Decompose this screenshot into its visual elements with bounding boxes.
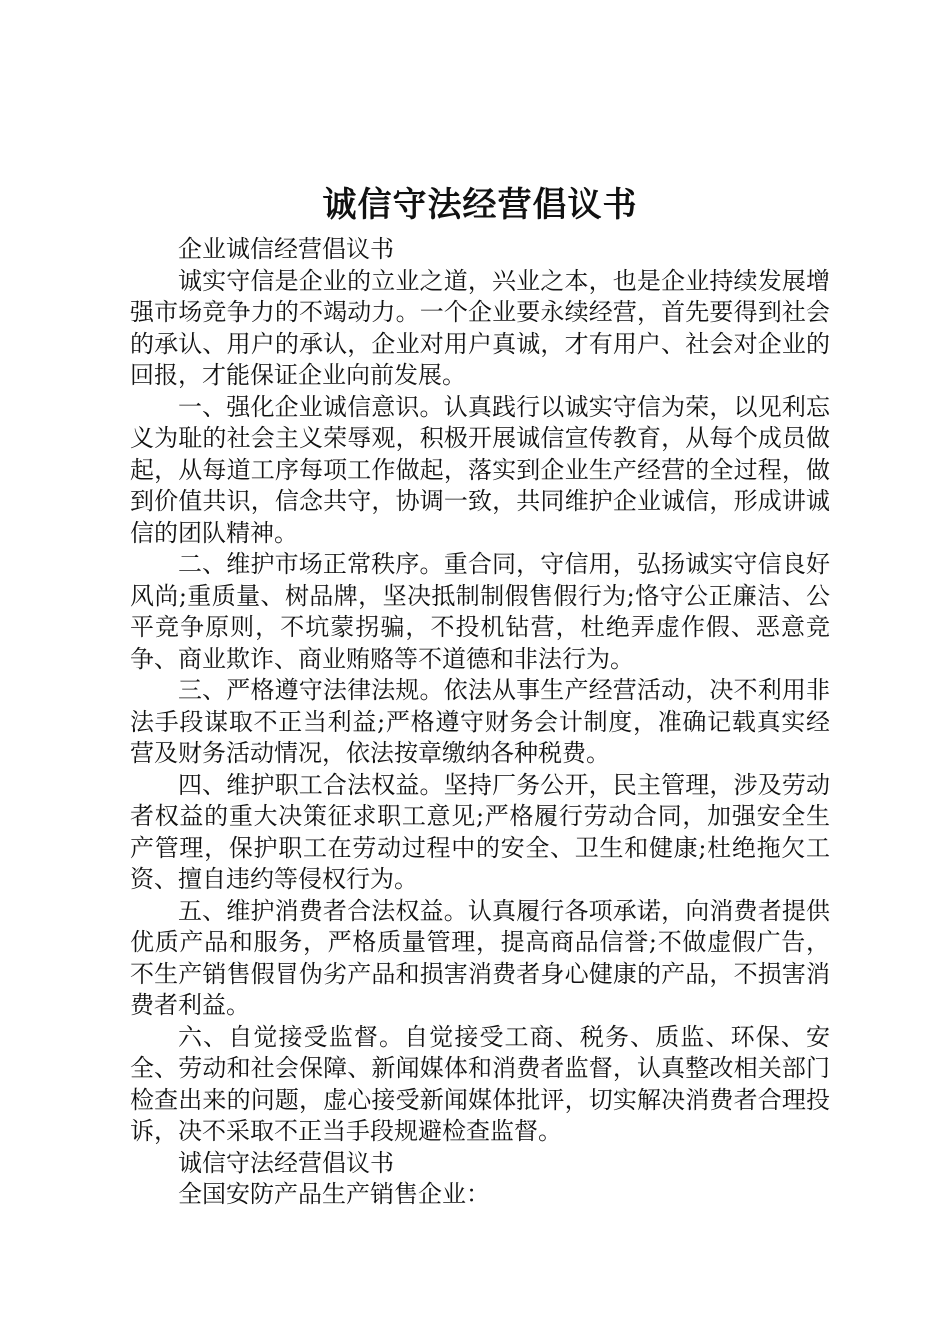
document-page (130, 180, 830, 1211)
second-subtitle-paragraph: 诚信守法经营倡议书 (178, 1148, 394, 1177)
document-title: 诚信守法经营倡议书 (322, 185, 638, 225)
section-paragraph-5: 五、维护消费者合法权益。认真履行各项承诺，向消费者提供优质产品和服务，严格质量管理，提高商品信誉;不做虚假广告，不生产销售假冒伪劣产品和损害消费者身心健康的产品，不损害消费者利益。 (130, 896, 830, 1019)
salutation-paragraph: 全国安防产品生产销售企业： (178, 1180, 490, 1208)
document-body (130, 234, 830, 1211)
section-paragraph-1: 一、强化企业诚信意识。认真践行以诚实守信为荣，以见利忘义为耻的社会主义荣辱观，积极开展诚信宣传教育，从每个成员做起，从每道工序每项工作做起，落实到企业生产经营的全过程，做到价值共识，信念共守，协调一致，共同维护企业诚信，形成讲诚信的团队精神。 (130, 392, 830, 547)
section-paragraph-3: 三、严格遵守法律法规。依法从事生产经营活动，决不利用非法手段谋取不正当利益;严格遵守财务会计制度，准确记载真实经营及财务活动情况，依法按章缴纳各种税费。 (130, 676, 830, 767)
section-paragraph-4: 四、维护职工合法权益。坚持厂务公开，民主管理，涉及劳动者权益的重大决策征求职工意见;严格履行劳动合同，加强安全生产管理，保护职工在劳动过程中的安全、卫生和健康;杜绝拖欠工资、擅自违约等侵权行为。 (130, 770, 830, 893)
section-paragraph-2: 二、维护市场正常秩序。重合同，守信用，弘扬诚实守信良好风尚;重质量、树品牌，坚决抵制制假售假行为;恪守公正廉洁、公平竞争原则，不坑蒙拐骗，不投机钻营，杜绝弄虚作假、恶意竞争、商业欺诈、商业贿赂等不道德和非法行为。 (130, 550, 830, 673)
intro-paragraph: 诚实守信是企业的立业之道，兴业之本，也是企业持续发展增强市场竞争力的不竭动力。一个企业要永续经营，首先要得到社会的承认、用户的承认，企业对用户真诚，才有用户、社会对企业的回报，才能保证企业向前发展。 (130, 266, 830, 389)
subtitle-paragraph: 企业诚信经营倡议书 (178, 235, 394, 263)
section-paragraph-6: 六、自觉接受监督。自觉接受工商、税务、质监、环保、安全、劳动和社会保障、新闻媒体和消费者监督，认真整改相关部门检查出来的问题，虚心接受新闻媒体批评，切实解决消费者合理投诉，决不采取不正当手段规避检查监督。 (130, 1022, 830, 1145)
